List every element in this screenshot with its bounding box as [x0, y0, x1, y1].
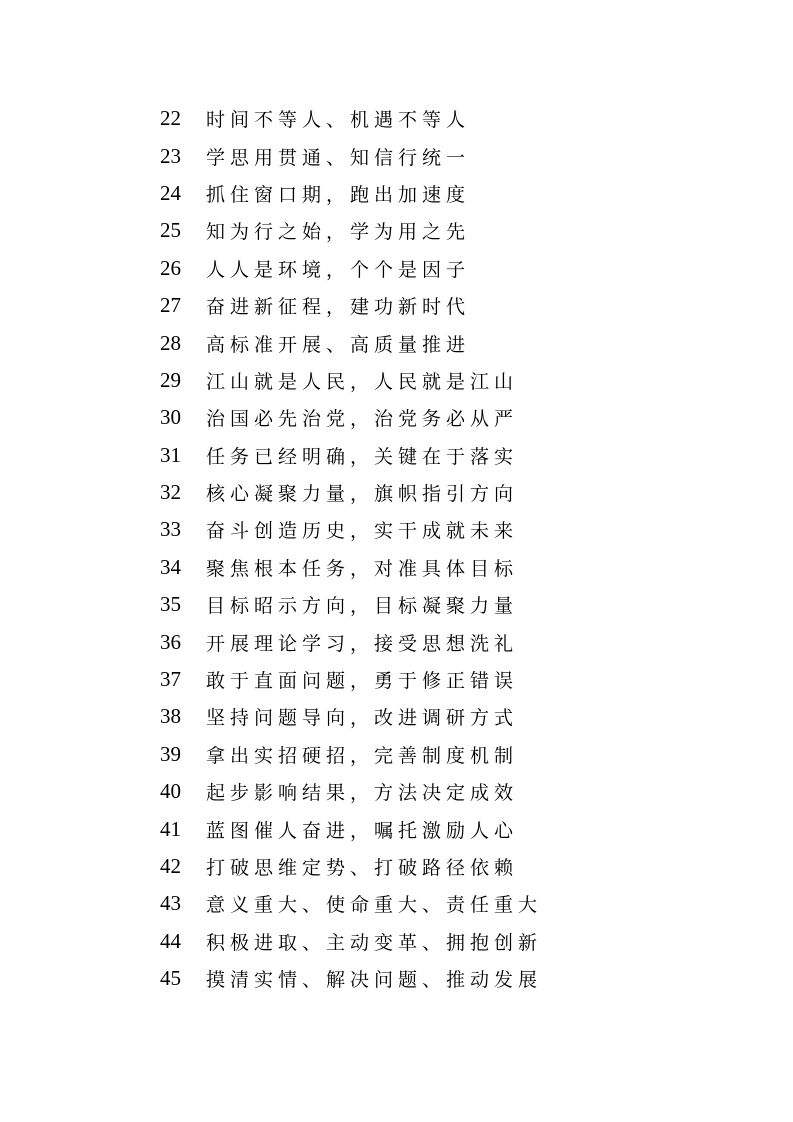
item-number: 24: [160, 180, 181, 205]
list-item: [160, 810, 542, 847]
item-number: 39: [160, 741, 181, 766]
list-item: [160, 399, 542, 436]
item-number: 22: [160, 106, 181, 131]
item-text: 坚持问题导向，改进调研方式: [206, 707, 519, 730]
item-number: 28: [160, 330, 181, 355]
item-text: 奋进新征程，建功新时代: [206, 296, 471, 319]
list-item: [160, 324, 542, 361]
item-number: 23: [160, 143, 181, 168]
item-text: 知为行之始，学为用之先: [206, 221, 471, 244]
item-text: 开展理论学习，接受思想洗礼: [206, 632, 519, 655]
item-number: 32: [160, 480, 181, 505]
item-text: 学思用贯通、知信行统一: [206, 146, 471, 169]
list-item: [160, 885, 542, 922]
item-number: 31: [160, 442, 181, 467]
item-number: 30: [160, 405, 181, 430]
list-item: [160, 549, 542, 586]
item-text: 聚焦根本任务，对准具体目标: [206, 557, 519, 580]
item-number: 40: [160, 779, 181, 804]
list-item: [160, 137, 542, 174]
item-text: 拿出实招硬招，完善制度机制: [206, 744, 519, 767]
item-text: 高标准开展、高质量推进: [206, 333, 471, 356]
list-item: [160, 661, 542, 698]
item-number: 42: [160, 854, 181, 878]
item-number: 36: [160, 629, 181, 654]
list-item: [160, 623, 542, 660]
item-text: 蓝图催人奋进，嘱托激励人心: [206, 819, 519, 842]
item-number: 37: [160, 667, 181, 692]
item-text: 任务已经明确，关键在于落实: [206, 445, 519, 468]
item-text: 时间不等人、机遇不等人: [206, 109, 471, 132]
list-item: [160, 287, 542, 324]
list-item: [160, 511, 542, 548]
list-item: [160, 698, 542, 735]
list-item: [160, 960, 542, 997]
list-item: [160, 773, 542, 810]
item-text: 奋斗创造历史，实干成就未来: [206, 520, 519, 543]
list-item: [160, 250, 542, 287]
list-item: [160, 437, 542, 474]
list-item: [160, 586, 542, 623]
list-item: [160, 212, 542, 249]
item-text: 打破思维定势、打破路径依赖: [206, 857, 519, 879]
list-item: [160, 923, 542, 960]
item-number: 29: [160, 367, 181, 392]
list-item: [160, 848, 542, 885]
list-item: [160, 100, 542, 137]
item-text: 积极进取、主动变革、拥抱创新: [206, 931, 543, 954]
item-text: 江山就是人民，人民就是江山: [206, 370, 519, 393]
item-text: 意义重大、使命重大、责任重大: [206, 894, 543, 917]
item-text: 人人是环境，个个是因子: [206, 258, 471, 281]
item-number: 44: [160, 928, 181, 953]
item-number: 26: [160, 255, 181, 280]
item-text: 摸清实情、解决问题、推动发展: [206, 969, 543, 992]
item-text: 治国必先治党，治党务必从严: [206, 408, 519, 431]
item-text: 核心凝聚力量，旗帜指引方向: [206, 483, 519, 506]
item-text: 起步影响结果，方法决定成效: [206, 782, 519, 805]
list-item: [160, 175, 542, 212]
item-number: 43: [160, 891, 181, 916]
item-number: 25: [160, 218, 181, 243]
item-number: 33: [160, 517, 181, 542]
numbered-phrase-list: [160, 100, 542, 997]
item-text: 敢于直面问题，勇于修正错误: [206, 670, 519, 693]
item-number: 27: [160, 293, 181, 318]
item-text: 目标昭示方向，目标凝聚力量: [206, 595, 519, 618]
item-text: 抓住窗口期，跑出加速度: [206, 183, 471, 206]
item-number: 41: [160, 816, 181, 841]
list-item: [160, 736, 542, 773]
item-number: 38: [160, 704, 181, 729]
list-item: [160, 474, 542, 511]
item-number: 35: [160, 592, 181, 617]
item-number: 45: [160, 966, 181, 991]
item-number: 34: [160, 554, 181, 579]
list-item: [160, 362, 542, 399]
